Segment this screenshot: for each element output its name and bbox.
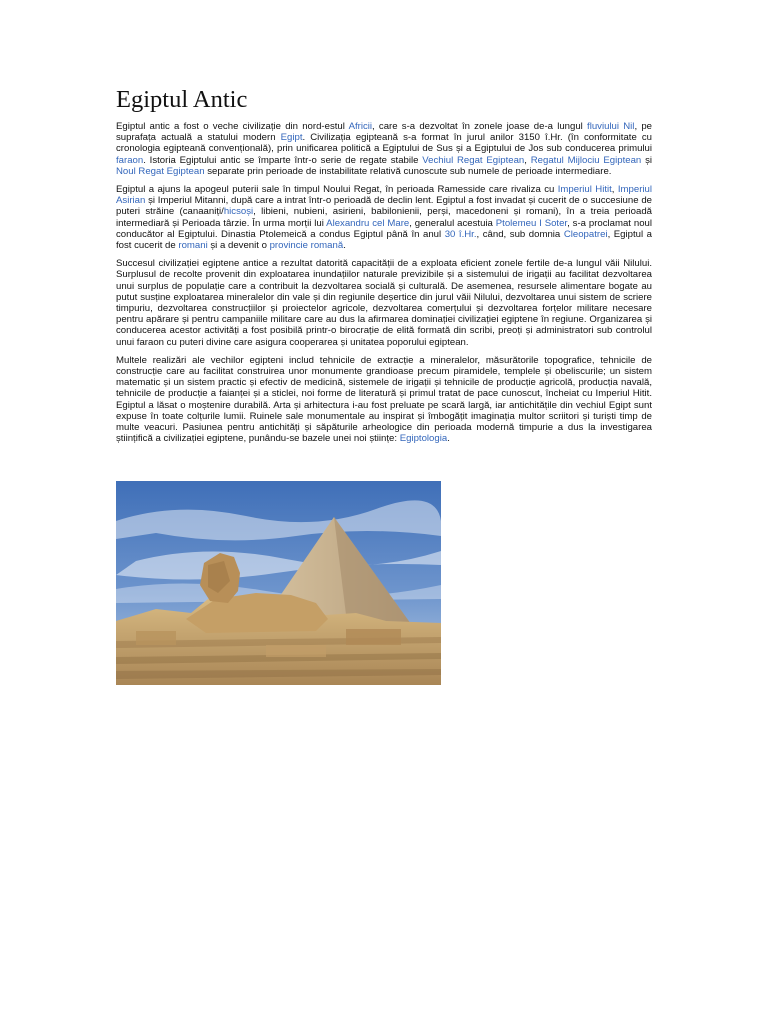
page-title: Egiptul Antic [116,86,248,113]
paragraph-intro: Egiptul antic a fost o veche civilizație din nord-estul Africii, care s-a dezvoltat în zonele joase de-a lungul fluviului Nil, pe suprafața actuală a statului modern Egipt. Civilizația egipteană s-a format în jurul anilor 3150 î.Hr. (în conformitate cu cronologia egipteană convențională), prin unificarea politică a Egiptului de Sus și a Egiptului de Jos sub conducerea primului faraon. Istoria Egiptului antic se împarte într-o serie de regate stabile Vechiul Regat Egiptean, Regatul Mijlociu Egiptean și Noul Regat Egiptean separate prin perioade de instabilitate relativă cunoscute sub numele de perioade intermediare. [116,121,653,177]
link-hicsosi[interactable]: hicsoși [223,206,254,218]
sphinx-photo [116,481,441,685]
link-noul-regat[interactable]: Noul Regat Egiptean [116,165,205,177]
link-provincie-romana[interactable]: provincie romană [269,240,344,252]
paragraph-history: Egiptul a ajuns la apogeul puterii sale în timpul Noului Regat, în perioada Ramesside care rivaliza cu Imperiul Hitit, Imperiul Asirian și Imperiul Mitanni, după care a intrat într-o perioadă de declin lent. Egiptul a fost invadat și cucerit de o succesiune de puteri străine (canaaniți/hicsoși, libieni, nubieni, asirieni, babilonienii, perși, macedoneni și romani), în a treia perioadă intermediară și Perioada târzie. În urma morții lui Alexandru cel Mare, generalul acestuia Ptolemeu I Soter, s-a proclamat noul conducător al Egiptului. Dinastia Ptolemeică a condus Egiptul până în anul 30 î.Hr., când, sub domnia Cleopatrei, Egiptul a fost cucerit de romani și a devenit o provincie romană. [116,184,653,252]
link-africii[interactable]: Africii [348,121,373,132]
link-cleopatrei[interactable]: Cleopatrei [563,228,608,240]
paragraph-success: Succesul civilizației egiptene antice a rezultat datorită capacității de a exploata eficient zonele fertile de-a lungul văii Nilului. Surplusul de recolte provenit din exploatarea inundațiilor naturale previzibile și a sistemului de irigații au facilitat dezvoltarea unui surplus de populație care a contribuit la dezvoltarea socială și culturală. De asemenea, resursele alimentare bogate au putut susține exploatarea mineralelor din vale și din regiunile deșertice din jurul văii Nilului, dezvoltarea unui sistem de scriere timpuriu, dezvoltarea construcțiilor și proiectelor agricole, dezvoltarea comerțului și dezvoltarea forțelor militare necesare pentru apărare și pentru campaniile militare care au dus la afirmarea dominației civilizației egiptene în regiune. Organizarea și conducerea acestor activități a fost posibilă printr-o birocrație de elită formată din scribi, preoți și administratori sub controlul unui faraon cu puteri divine care asigura cooperarea și unitatea poporului egiptean. [116,258,652,348]
link-imperiul-asirian[interactable]: Imperiul Asirian [116,184,652,207]
article [116,86,652,451]
link-fluviului-nil[interactable]: fluviului Nil [587,121,635,132]
link-egipt[interactable]: Egipt [280,132,303,144]
link-imperiul-hitit[interactable]: Imperiul Hitit [557,184,612,196]
link-30-ihr[interactable]: 30 î.Hr. [444,228,477,240]
link-romani[interactable]: romani [178,240,208,252]
link-egiptologia[interactable]: Egiptologia [399,433,448,445]
sphinx-image [116,481,441,685]
link-vechiul-regat[interactable]: Vechiul Regat Egiptean [422,154,525,166]
link-regatul-mijlociu[interactable]: Regatul Mijlociu Egiptean [530,154,642,166]
paragraph-achievements: Multele realizări ale vechilor egipteni includ tehnicile de extracție a mineralelor, măsurătorile topografice, tehnicile de construcție care au facilitat construirea unor monumente grandioase precum piramidele, templele și obeliscurile; un sistem matematic și un sistem practic și efectiv de medicină, sistemele de irigații și tehnicile de producție agricolă, producția navală, tehnicile de producție a faianței și a sticlei, noi forme de literatură și primul tratat de pace cunoscut, încheiat cu Imperiul Hitit. Egiptul a lăsat o moștenire durabilă. Arta și arhitectura i-au fost preluate pe scară largă, iar antichitățile din vechiul Egipt sunt expuse în toate colțurile lumii. Ruinele sale monumentale au inspirat și îmbogățit imaginația multor scriitori și turiști timp de multe veacuri. Pasiunea pentru antichități și săpăturile arheologice din perioada modernă timpurie a dus la investigarea științifică a civilizației egiptene, punându-se bazele unei noi științe: Egiptologia. [116,354,652,445]
link-ptolemeu-i-soter[interactable]: Ptolemeu I Soter [495,217,568,229]
link-alexandru-cel-mare[interactable]: Alexandru cel Mare [326,217,410,229]
link-faraon[interactable]: faraon [116,154,144,166]
